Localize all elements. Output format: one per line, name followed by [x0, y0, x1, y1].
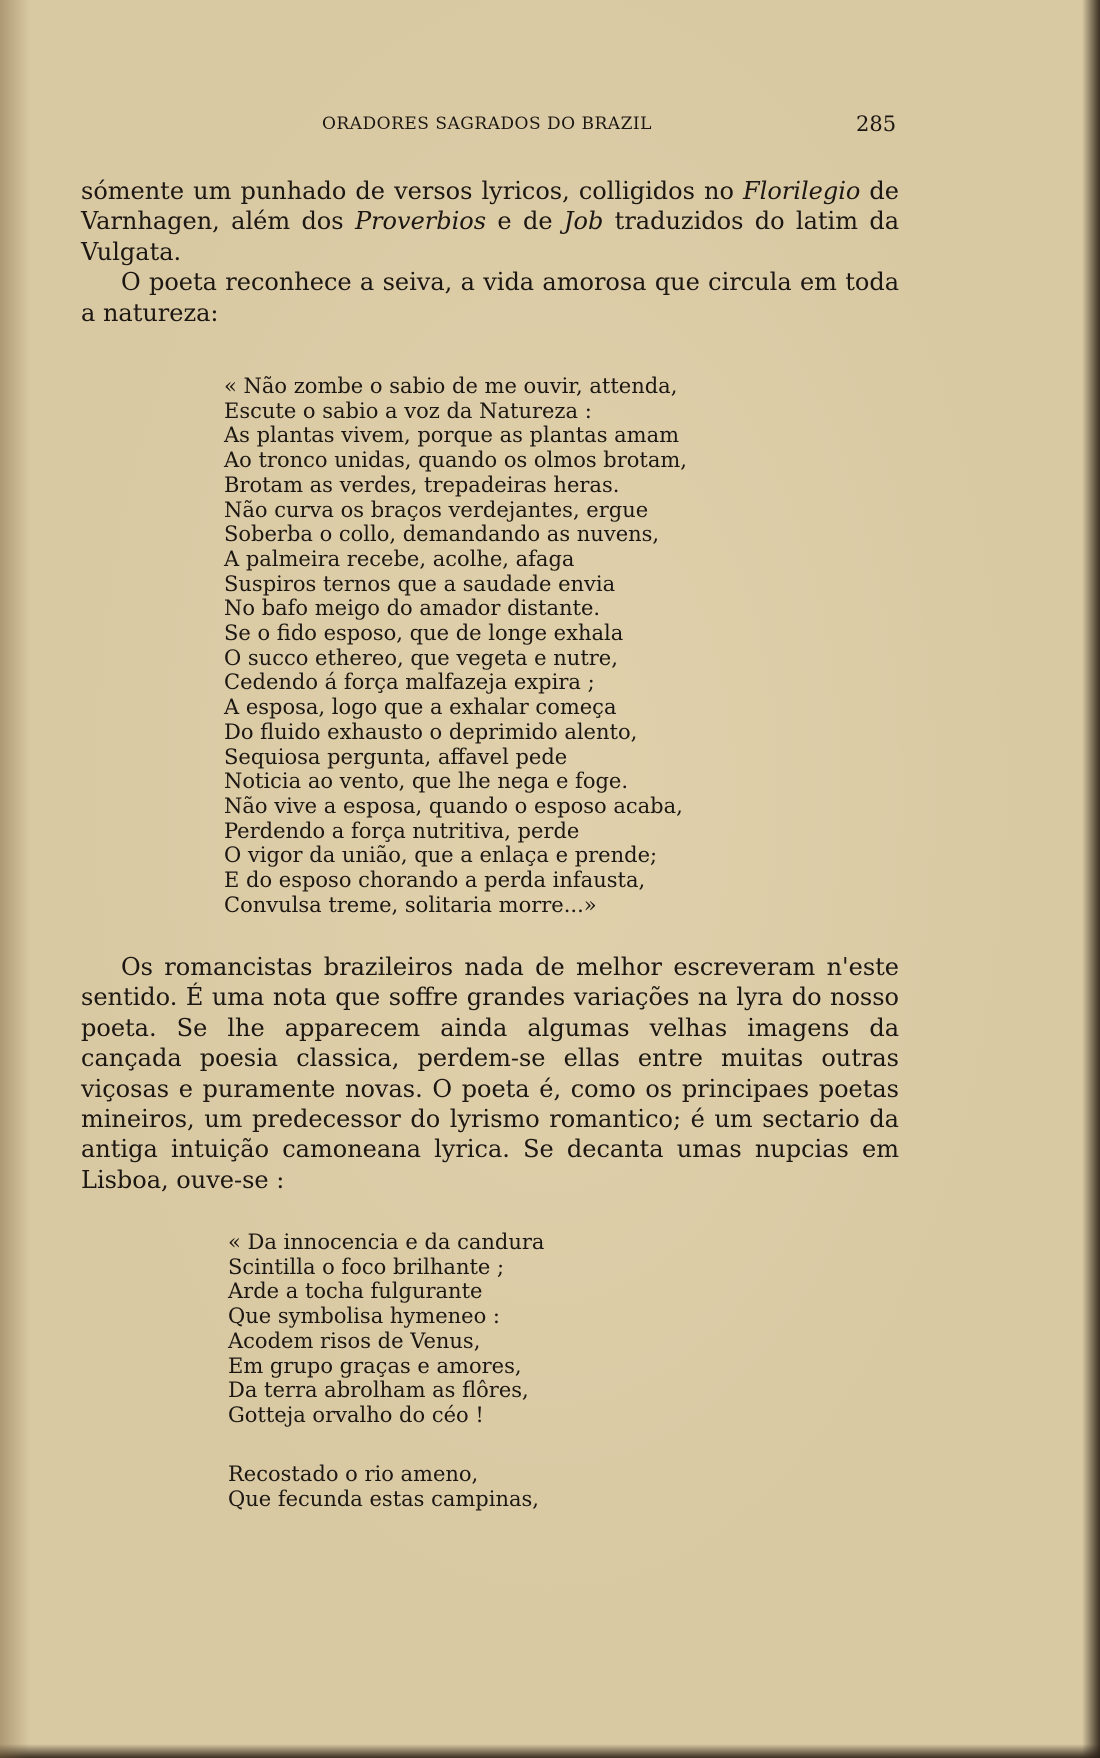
intro-paragraph-1 — [81, 176, 899, 267]
title-proverbios: Proverbios — [354, 207, 487, 236]
verse-line: Arde a tocha fulgurante — [228, 1279, 483, 1304]
verse-line: Da terra abrolham as flôres, — [228, 1378, 529, 1403]
verse-line: A esposa, logo que a exhalar começa — [224, 695, 617, 720]
intro-text-segment: e de — [486, 207, 564, 236]
page-number: 285 — [856, 112, 897, 136]
verse-line: Do fluido exhausto o deprimido alento, — [224, 719, 638, 744]
intro-text — [81, 176, 899, 328]
intro-text-segment: traduzidos do latim da Vulgata. — [81, 207, 899, 266]
verse-line: No bafo meigo do amador distante. — [224, 596, 601, 621]
intro-paragraph-2: O poeta reconhece a seiva, a vida amorosa que circula em toda a natureza: — [81, 268, 899, 327]
verse-line: Suspiros ternos que a saudade envia — [224, 571, 616, 596]
verse-line: Escute o sabio a voz da Natureza : — [224, 398, 592, 423]
verse-line: Cedendo á força malfazeja expira ; — [224, 670, 595, 695]
verse-line: Soberba o collo, demandando as nuvens, — [224, 522, 660, 547]
verse-line: Perdendo a força nutritiva, perde — [224, 818, 580, 843]
verse-line: O succo ethereo, que vegeta e nutre, — [224, 645, 618, 670]
verse-line: Ao tronco unidas, quando os olmos brotam, — [224, 448, 687, 473]
poem-2-stanza-2 — [228, 1462, 539, 1511]
verse-line: Acodem risos de Venus, — [228, 1328, 481, 1353]
verse-line: Sequiosa pergunta, affavel pede — [224, 744, 568, 769]
verse-line: E do esposo chorando a perda infausta, — [224, 868, 646, 893]
verse-line: Noticia ao vento, que lhe nega e foge. — [224, 769, 629, 794]
verse-line: « Não zombe o sabio de me ouvir, attenda, — [224, 374, 678, 398]
verse-line: « Da innocencia e da candura — [228, 1230, 545, 1254]
middle-text — [81, 952, 899, 1195]
intro-text-segment: sómente um punhado de versos lyricos, colligidos no — [81, 177, 744, 205]
verse-line: Scintilla o foco brilhante ; — [228, 1254, 505, 1279]
verse-line: Que fecunda estas campinas, — [228, 1486, 539, 1511]
verse-line: Se o fido esposo, que de longe exhala — [224, 621, 624, 646]
title-job: Job — [563, 207, 604, 236]
poem-2-stanza-1 — [228, 1230, 544, 1428]
verse-line: Em grupo graças e amores, — [228, 1353, 522, 1378]
poem-1 — [224, 374, 687, 917]
verse-line: Que symbolisa hymeneo : — [228, 1304, 500, 1329]
verse-line: O vigor da união, que a enlaça e prende; — [224, 843, 658, 868]
verse-line: As plantas vivem, porque as plantas amam — [224, 423, 680, 448]
verse-line: Recostado o rio ameno, — [228, 1462, 479, 1486]
verse-line: Gotteja orvalho do céo ! — [228, 1402, 484, 1427]
intro-text-segment: de Varnhagen, além dos — [81, 177, 899, 236]
middle-paragraph: Os romancistas brazileiros nada de melhor escreveram n'este sentido. É uma nota que soffre grandes variações na lyra do nosso poeta. Se lhe apparecem ainda algumas velhas imagens da cançada poesia classica, perdem-se ellas entre muitas outras viçosas e puramente novas. O poeta é, como os principaes poetas mineiros, um predecessor do lyrismo romantico; é um sectario da antiga intuição camoneana lyrica. Se decanta umas nupcias em Lisboa, ouve-se : — [81, 953, 899, 1194]
running-title: ORADORES SAGRADOS DO BRAZIL — [322, 114, 652, 134]
verse-line: Convulsa treme, solitaria morre...» — [224, 892, 597, 917]
running-head — [0, 114, 1100, 144]
verse-line: Não curva os braços verdejantes, ergue — [224, 497, 649, 522]
verse-line: A palmeira recebe, acolhe, afaga — [224, 546, 575, 571]
verse-line: Brotam as verdes, trepadeiras heras. — [224, 472, 620, 497]
title-florilegio: Florilegio — [743, 177, 861, 205]
verse-line: Não vive a esposa, quando o esposo acaba, — [224, 793, 683, 818]
